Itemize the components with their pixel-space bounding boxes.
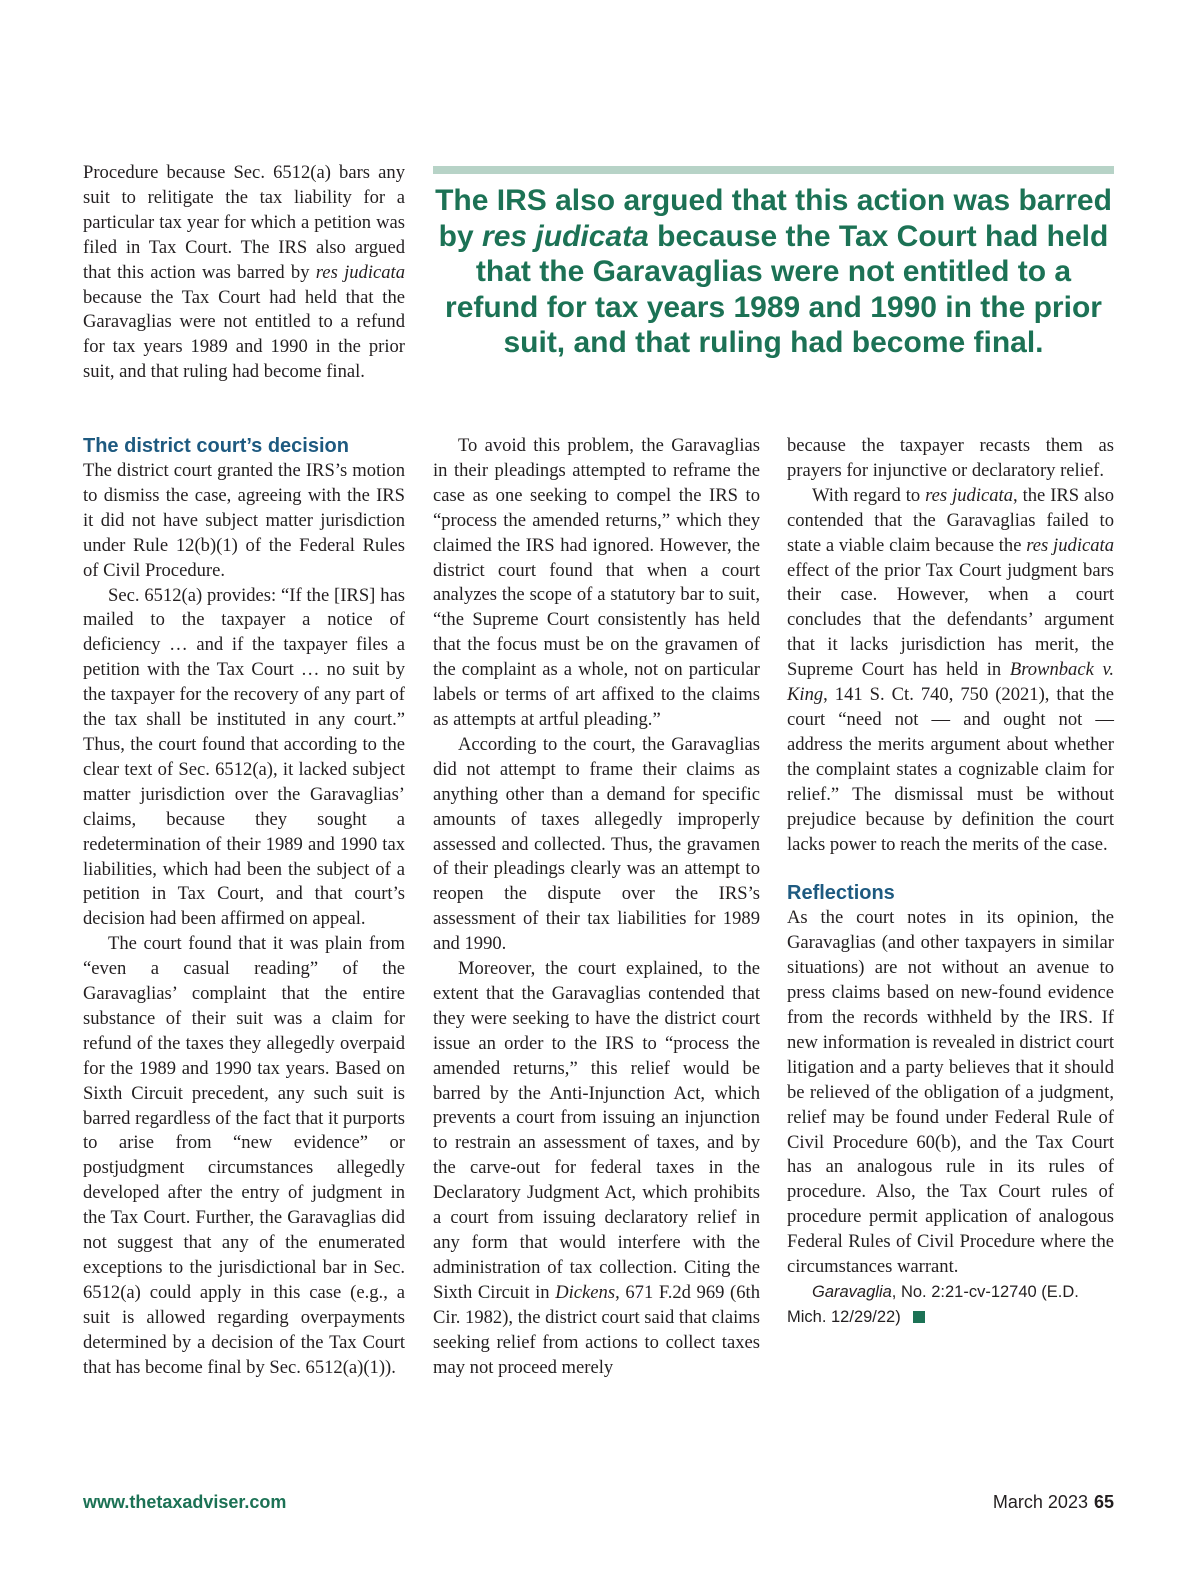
body-paragraph: Sec. 6512(a) provides: “If the [IRS] has mailed to the taxpayer a notice of deficiency … and if the taxpayer files a petition with the Tax Court … no suit by the taxpayer for the recovery of any part of the tax shall be instituted in any court.” Thus, the court found that according to the clear text of Sec. 6512(a), it lacked subject matter jurisdiction over the Garavaglias’ claims, because they sought a redetermination of their 1989 and 1990 tax liabilities, which had been the subject of a petition in Tax Court, and that court’s decision had been affirmed on appeal. — [83, 584, 405, 930]
intro-paragraph-block — [83, 161, 405, 385]
section-heading-district-court: The district court’s decision — [83, 435, 349, 457]
body-paragraph: Moreover, the court explained, to the extent that the Garavaglias contended that they were seeking to have the district court issue an order to the IRS to “process the amended returns,” this relief would be barred by the Anti-Injunction Act, which prevents a court from issuing an injunction to restrain an assessment of taxes, and by the carve-out for federal taxes in the Declaratory Judgment Act, which prohibits a court from issuing declaratory relief in any form that would interfere with the administration of tax collection. Citing the Sixth Circuit in Dickens, 671 F.2d 969 (6th Cir. 1982), the district court said that claims seeking relief from actions to collect taxes may not proceed merely — [433, 958, 760, 1378]
footer-issue — [993, 1492, 1114, 1513]
pull-quote: The IRS also argued that this action was barred by res judicata because the Tax Court had held that the Garavaglias were not entitled to a refund for tax years 1989 and 1990 in the prior suit, and that ruling had become final. — [435, 184, 1112, 359]
body-paragraph: According to the court, the Garavaglias did not attempt to frame their claims as anything other than a demand for specific amounts of taxes allegedly improperly assessed and collected. Thus, the gravamen of their pleadings clearly was an attempt to reopen the dispute over the IRS’s assessment of their tax liabilities for 1989 and 1990. — [433, 733, 760, 955]
case-citation: Garavaglia, No. 2:21-cv-12740 (E.D. Mich. 12/29/22) — [787, 1283, 1079, 1326]
footer-website-link[interactable]: www.thetaxadviser.com — [83, 1492, 287, 1512]
pull-quote-rule — [433, 166, 1114, 174]
section-heading-reflections: Reflections — [787, 882, 895, 905]
column-middle — [433, 434, 760, 1380]
intro-paragraph: Procedure because Sec. 6512(a) bars any suit to relitigate the tax liability for a particular tax year for which a petition was filed in Tax Court. The IRS also argued that this action was barred by res judicata because the Tax Court had held that the Garavaglias were not entitled to a refund for tax years 1989 and 1990 in the prior suit, and that ruling had become final. — [83, 162, 406, 383]
body-paragraph: The district court granted the IRS’s motion to dismiss the case, agreeing with the IRS it did not have subject matter jurisdiction under Rule 12(b)(1) of the Federal Rules of Civil Procedure. — [83, 460, 405, 581]
end-of-article-mark — [913, 1311, 925, 1323]
column-left — [83, 434, 405, 1381]
page-number: 65 — [1093, 1492, 1114, 1512]
body-paragraph: The court found that it was plain from “even a casual reading” of the Garavaglias’ complaint that the entire substance of their suit was a claim for refund of the taxes they allegedly overpaid for the 1989 and 1990 tax years. Based on Sixth Circuit precedent, any such suit is barred regardless of the fact that it purports to arise from “new evidence” or postjudgment circumstances allegedly developed after the entry of judgment in the Tax Court. Further, the Garavaglias did not suggest that any of the enumerated exceptions to the jurisdictional bar in Sec. 6512(a) could apply in this case (e.g., a suit is allowed regarding overpayments determined by a decision of the Tax Court that has become final by Sec. 6512(a)(1)). — [83, 933, 405, 1378]
issue-date: March 2023 — [992, 1492, 1088, 1512]
body-paragraph: because the taxpayer recasts them as prayers for injunctive or declaratory relief. — [787, 435, 1114, 481]
column-right — [787, 434, 1114, 1330]
body-paragraph: With regard to res judicata, the IRS also contended that the Garavaglias failed to state a viable claim because the res judicata effect of the prior Tax Court judgment bars their case. However, when a court concludes that the defendants’ argument that it lacks jurisdiction has merit, the Supreme Court has held in Brownback v. King, 141 S. Ct. 740, 750 (2021), that the court “need not — and ought not — address the merits argument about whether the complaint states a cognizable claim for relief.” The dismissal must be without prejudice because by definition the court lacks power to reach the merits of the case. — [787, 484, 1115, 855]
body-paragraph: As the court notes in its opinion, the Garavaglias (and other taxpayers in similar situations) are not without an avenue to press claims based on new-found evidence from the records withheld by the IRS. If new information is revealed in district court litigation and a party believes that it should be relieved of the obligation of a judgment, relief may be found under Federal Rule of Civil Procedure 60(b), and the Tax Court has an analogous rule in its rules of procedure. Also, the Tax Court rules of procedure permit application of analogous Federal Rules of Civil Procedure where the circumstances warrant. — [787, 907, 1114, 1278]
body-paragraph: To avoid this problem, the Garavaglias in their pleadings attempted to reframe the case as one seeking to compel the IRS to “process the amended returns,” which they claimed the IRS had ignored. However, the district court found that when a court analyzes the scope of a statutory bar to suit, “the Supreme Court consistently has held that the focus must be on the gravamen of the complaint as a whole, not on particular labels or terms of art affixed to the claims as attempts at artful pleading.” — [433, 435, 760, 730]
